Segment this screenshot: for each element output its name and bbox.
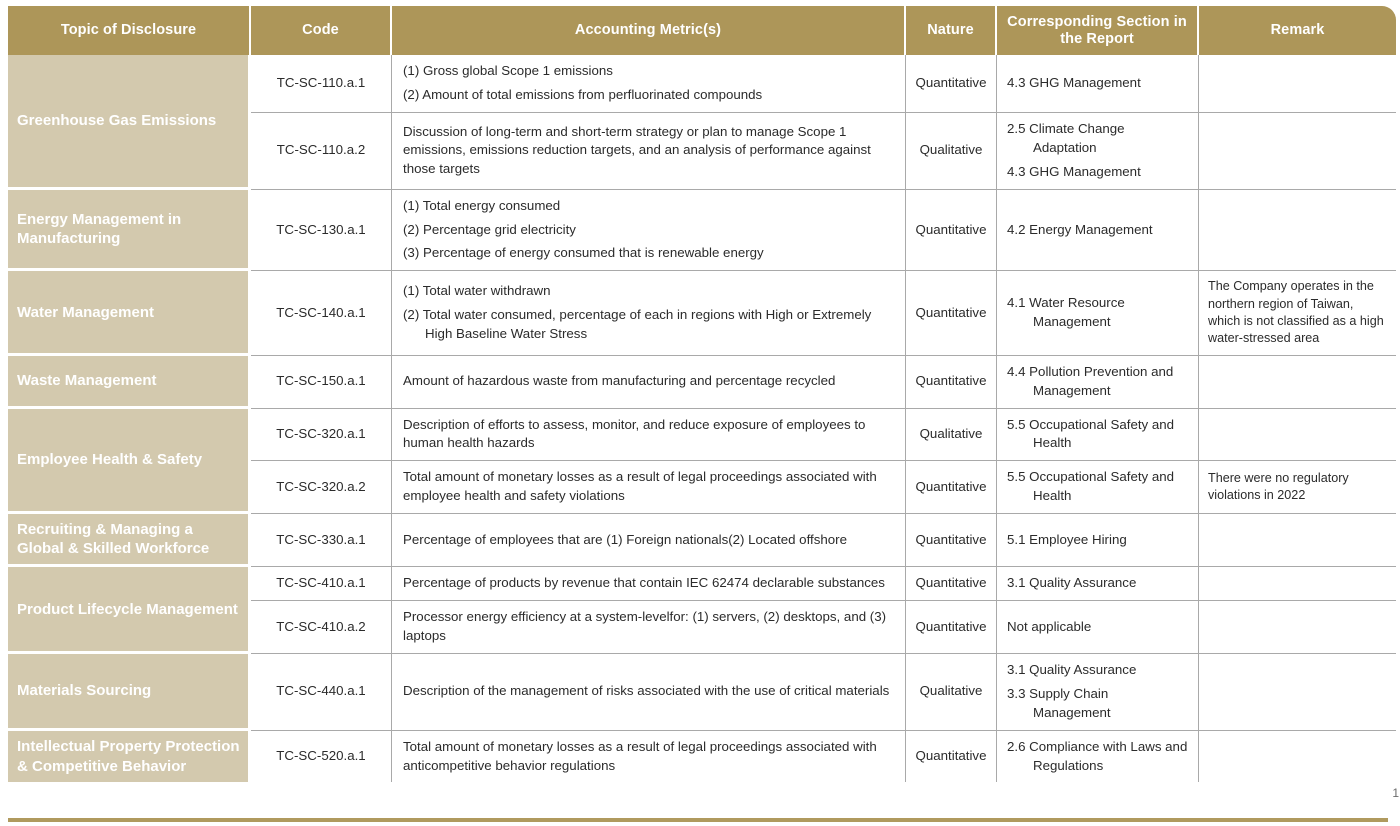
corresponding-section-cell [997,409,1199,462]
table-row [8,567,1396,601]
nature-cell: Quantitative [906,567,997,601]
nature-cell: Quantitative [906,514,997,567]
code-cell: TC-SC-110.a.1 [251,55,392,113]
remark-cell [1199,113,1396,190]
code-cell: TC-SC-410.a.1 [251,567,392,601]
accounting-metric-cell [392,409,906,462]
code-cell: TC-SC-440.a.1 [251,654,392,731]
remark-cell: The Company operates in the northern region of Taiwan, which is not classified as a high water-stressed area [1199,271,1396,356]
remark-cell [1199,567,1396,601]
section-reference: 2.6 Compliance with Laws and Regulations [1007,738,1188,773]
code-cell: TC-SC-150.a.1 [251,356,392,409]
code-cell: TC-SC-320.a.1 [251,409,392,462]
corresponding-section-cell [997,731,1199,783]
code-cell: TC-SC-520.a.1 [251,731,392,783]
accounting-metric-cell [392,461,906,514]
column-header-topic: Topic of Disclosure [8,6,251,55]
code-cell: TC-SC-320.a.2 [251,461,392,514]
remark-cell [1199,190,1396,272]
accounting-metric-cell [392,55,906,113]
code-cell: TC-SC-140.a.1 [251,271,392,356]
sasb-disclosure-table [8,6,1396,782]
topic-of-disclosure-cell: Energy Management in Manufacturing [8,190,251,272]
metric-text: Discussion of long-term and short-term strategy or plan to manage Scope 1 emissions, emissions reduction targets, and an analysis of performance against those targets [403,123,871,177]
bottom-gold-rule [8,818,1388,822]
metric-text: Description of efforts to assess, monitor, and reduce exposure of employees to human health hazards [403,416,866,451]
accounting-metric-cell [392,514,906,567]
section-reference: 4.3 GHG Management [1007,163,1141,179]
sasb-disclosure-table-wrapper [8,6,1396,782]
section-reference: 4.2 Energy Management [1007,221,1153,237]
column-header-remark: Remark [1199,6,1396,55]
section-reference: 3.3 Supply Chain Management [1007,685,1111,720]
corresponding-section-cell [997,461,1199,514]
metric-text: Processor energy efficiency at a system-levelfor: (1) servers, (2) desktops, and (3) laptops [403,609,887,644]
metric-text: Percentage of employees that are (1) Foreign nationals(2) Located offshore [403,531,847,547]
section-reference: 2.5 Climate Change Adaptation [1007,121,1125,155]
topic-of-disclosure-cell: Recruiting & Managing a Global & Skilled Workforce [8,514,251,567]
corresponding-section-cell [997,55,1199,113]
topic-of-disclosure-cell: Greenhouse Gas Emissions [8,55,251,189]
corresponding-section-cell [997,356,1199,409]
topic-of-disclosure-cell: Intellectual Property Protection & Competitive Behavior [8,731,251,783]
code-cell: TC-SC-110.a.2 [251,113,392,190]
section-reference: 5.5 Occupational Safety and Health [1007,416,1175,451]
section-reference: Not applicable [1007,618,1092,634]
section-reference: 4.3 GHG Management [1007,75,1141,91]
section-reference: 4.4 Pollution Prevention and Management [1007,363,1174,398]
table-row [8,55,1396,113]
metric-line: (1) Total water withdrawn [403,283,551,299]
table-body [8,55,1396,782]
corresponding-section-cell [997,113,1199,190]
accounting-metric-cell [392,271,906,356]
nature-cell: Quantitative [906,356,997,409]
section-reference: 5.5 Occupational Safety and Health [1007,469,1175,504]
metric-text: Percentage of products by revenue that contain IEC 62474 declarable substances [403,575,885,591]
table-row [8,654,1396,731]
table-row [8,356,1396,409]
accounting-metric-cell [392,654,906,731]
code-cell: TC-SC-410.a.2 [251,601,392,654]
metric-text: Amount of hazardous waste from manufacturing and percentage recycled [403,373,836,389]
remark-cell [1199,654,1396,731]
metric-line: (2) Percentage grid electricity [403,221,576,237]
section-reference: 3.1 Quality Assurance [1007,662,1137,678]
topic-of-disclosure-cell: Product Lifecycle Management [8,567,251,654]
corresponding-section-cell [997,601,1199,654]
code-cell: TC-SC-330.a.1 [251,514,392,567]
metric-line: (3) Percentage of energy consumed that is renewable energy [403,245,764,261]
corresponding-section-cell [997,567,1199,601]
accounting-metric-cell [392,356,906,409]
metric-text: Total amount of monetary losses as a result of legal proceedings associated with anticompetitive behavior regulations [403,738,877,773]
accounting-metric-cell [392,601,906,654]
corresponding-section-cell [997,514,1199,567]
remark-cell [1199,409,1396,462]
table-row [8,409,1396,462]
remark-cell [1199,601,1396,654]
header-row [8,6,1396,55]
topic-of-disclosure-cell: Materials Sourcing [8,654,251,731]
nature-cell: Quantitative [906,271,997,356]
table-row [8,271,1396,356]
nature-cell: Qualitative [906,409,997,462]
topic-of-disclosure-cell: Waste Management [8,356,251,409]
nature-cell: Quantitative [906,55,997,113]
topic-of-disclosure-cell: Employee Health & Safety [8,409,251,515]
code-cell: TC-SC-130.a.1 [251,190,392,272]
metric-line: (2) Amount of total emissions from perfluorinated compounds [403,87,763,103]
metric-line: (2) Total water consumed, percentage of each in regions with High or Extremely High Baseline Water Stress [403,307,872,342]
section-reference: 5.1 Employee Hiring [1007,531,1127,547]
metric-line: (1) Gross global Scope 1 emissions [403,63,613,79]
column-header-nature: Nature [906,6,997,55]
remark-cell: There were no regulatory violations in 2022 [1199,461,1396,514]
nature-cell: Quantitative [906,731,997,783]
table-row [8,731,1396,783]
table-row [8,190,1396,272]
accounting-metric-cell [392,567,906,601]
nature-cell: Qualitative [906,113,997,190]
remark-cell [1199,55,1396,113]
table-header [8,6,1396,55]
corresponding-section-cell [997,190,1199,272]
nature-cell: Quantitative [906,601,997,654]
column-header-metric: Accounting Metric(s) [392,6,906,55]
column-header-code: Code [251,6,392,55]
remark-cell [1199,356,1396,409]
nature-cell: Qualitative [906,654,997,731]
nature-cell: Quantitative [906,190,997,272]
section-reference: 4.1 Water Resource Management [1007,295,1125,330]
remark-cell [1199,514,1396,567]
metric-text: Total amount of monetary losses as a result of legal proceedings associated with employee health and safety violations [403,469,877,504]
accounting-metric-cell [392,113,906,190]
column-header-section: Corresponding Section in the Report [997,6,1199,55]
accounting-metric-cell [392,190,906,272]
page-number: 1 [1392,786,1399,800]
metric-text: Description of the management of risks associated with the use of critical materials [403,683,890,699]
section-reference: 3.1 Quality Assurance [1007,575,1137,591]
remark-cell [1199,731,1396,783]
table-row [8,514,1396,567]
accounting-metric-cell [392,731,906,783]
corresponding-section-cell [997,271,1199,356]
nature-cell: Quantitative [906,461,997,514]
topic-of-disclosure-cell: Water Management [8,271,251,356]
metric-line: (1) Total energy consumed [403,197,561,213]
corresponding-section-cell [997,654,1199,731]
